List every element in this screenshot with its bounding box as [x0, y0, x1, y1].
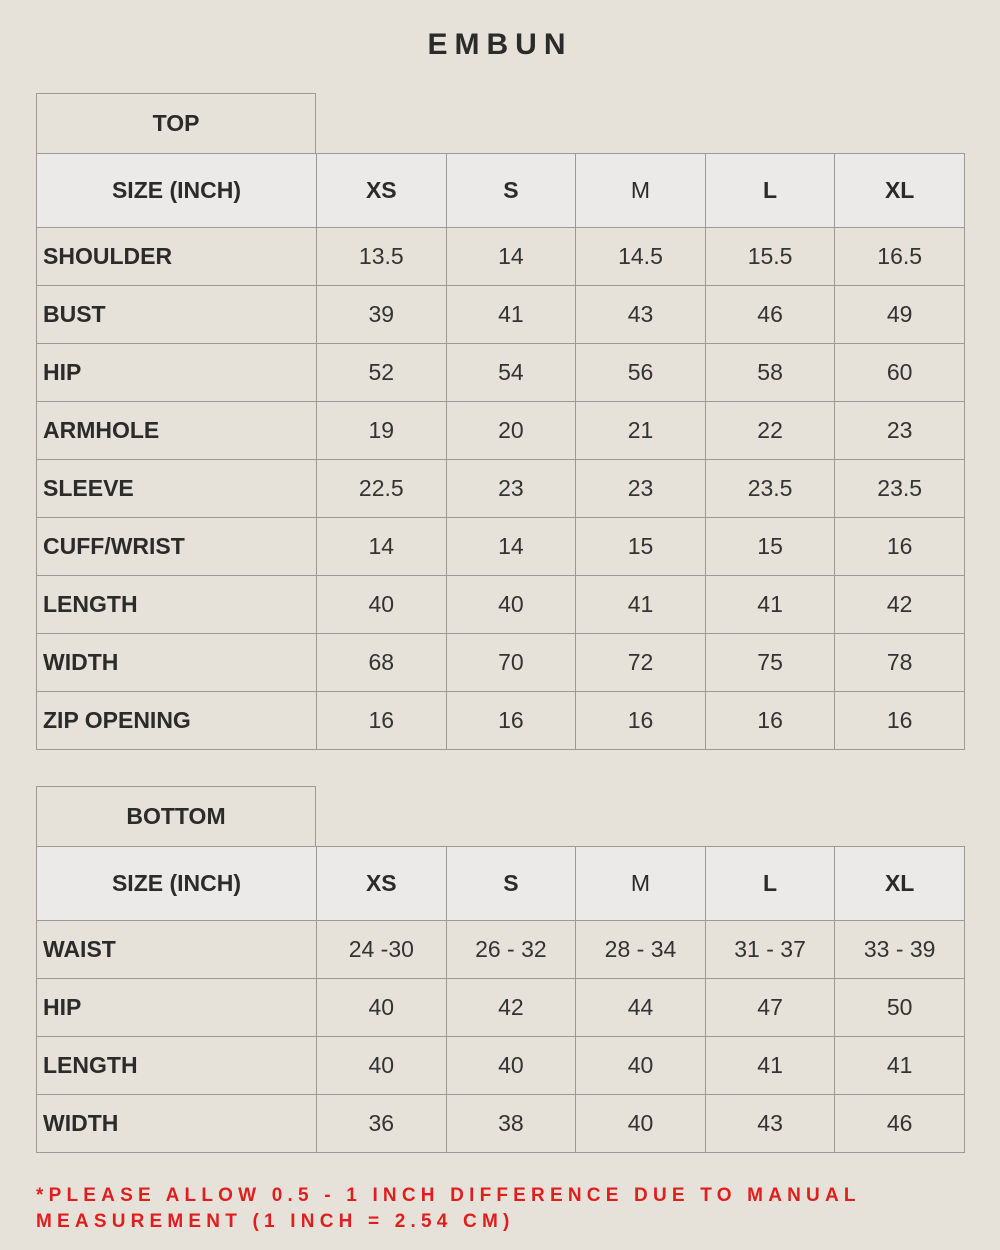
cell-value: 41 [705, 576, 835, 634]
table-header-row [37, 154, 965, 228]
table-header-row [37, 847, 965, 921]
cell-value: 58 [705, 344, 835, 402]
note-line-1: *PLEASE ALLOW 0.5 - 1 INCH DIFFERENCE DUE TO MANUAL [36, 1185, 861, 1206]
row-label: ARMHOLE [37, 402, 317, 460]
cell-value: 40 [317, 1037, 447, 1095]
cell-value: 22 [705, 402, 835, 460]
row-label: HIP [37, 979, 317, 1037]
cell-value: 56 [576, 344, 706, 402]
table-row [37, 402, 965, 460]
cell-value: 16 [705, 692, 835, 750]
cell-value: 16 [317, 692, 447, 750]
size-m-header: M [576, 847, 706, 921]
cell-value: 16.5 [835, 228, 965, 286]
cell-value: 14 [446, 518, 576, 576]
table-row [37, 1095, 965, 1153]
row-label: BUST [37, 286, 317, 344]
cell-value: 15.5 [705, 228, 835, 286]
row-label: SHOULDER [37, 228, 317, 286]
size-s-header: S [446, 154, 576, 228]
cell-value: 40 [317, 576, 447, 634]
cell-value: 26 - 32 [446, 921, 576, 979]
top-size-section [36, 93, 964, 750]
cell-value: 42 [835, 576, 965, 634]
cell-value: 41 [705, 1037, 835, 1095]
cell-value: 21 [576, 402, 706, 460]
cell-value: 28 - 34 [576, 921, 706, 979]
cell-value: 24 -30 [317, 921, 447, 979]
cell-value: 49 [835, 286, 965, 344]
cell-value: 60 [835, 344, 965, 402]
cell-value: 16 [576, 692, 706, 750]
cell-value: 50 [835, 979, 965, 1037]
cell-value: 16 [446, 692, 576, 750]
cell-value: 41 [835, 1037, 965, 1095]
cell-value: 23 [835, 402, 965, 460]
cell-value: 78 [835, 634, 965, 692]
row-label: LENGTH [37, 576, 317, 634]
cell-value: 23.5 [835, 460, 965, 518]
cell-value: 42 [446, 979, 576, 1037]
cell-value: 14.5 [576, 228, 706, 286]
cell-value: 46 [835, 1095, 965, 1153]
cell-value: 52 [317, 344, 447, 402]
size-s-header: S [446, 847, 576, 921]
cell-value: 13.5 [317, 228, 447, 286]
row-label: ZIP OPENING [37, 692, 317, 750]
size-header-label: SIZE (INCH) [37, 154, 317, 228]
row-label: WAIST [37, 921, 317, 979]
table-row [37, 344, 965, 402]
table-row [37, 921, 965, 979]
top-section-label: TOP [36, 93, 316, 153]
row-label: LENGTH [37, 1037, 317, 1095]
cell-value: 40 [576, 1037, 706, 1095]
cell-value: 54 [446, 344, 576, 402]
row-label: SLEEVE [37, 460, 317, 518]
size-header-label: SIZE (INCH) [37, 847, 317, 921]
row-label: HIP [37, 344, 317, 402]
note-line-2: MEASUREMENT (1 INCH = 2.54 CM) [36, 1211, 515, 1232]
cell-value: 70 [446, 634, 576, 692]
bottom-size-section [36, 786, 964, 1153]
size-xl-header: XL [835, 847, 965, 921]
size-m-header: M [576, 154, 706, 228]
cell-value: 14 [446, 228, 576, 286]
bottom-section-label: BOTTOM [36, 786, 316, 846]
size-xs-header: XS [317, 154, 447, 228]
cell-value: 43 [576, 286, 706, 344]
table-row [37, 1037, 965, 1095]
cell-value: 40 [446, 576, 576, 634]
cell-value: 75 [705, 634, 835, 692]
cell-value: 38 [446, 1095, 576, 1153]
brand-title: EMBUN [427, 28, 573, 61]
measurement-note [36, 1183, 966, 1235]
bottom-size-table [36, 846, 965, 1153]
cell-value: 33 - 39 [835, 921, 965, 979]
cell-value: 40 [446, 1037, 576, 1095]
cell-value: 40 [576, 1095, 706, 1153]
size-xs-header: XS [317, 847, 447, 921]
cell-value: 44 [576, 979, 706, 1037]
cell-value: 47 [705, 979, 835, 1037]
cell-value: 39 [317, 286, 447, 344]
size-xl-header: XL [835, 154, 965, 228]
cell-value: 41 [446, 286, 576, 344]
table-row [37, 634, 965, 692]
size-l-header: L [705, 847, 835, 921]
cell-value: 41 [576, 576, 706, 634]
cell-value: 23 [446, 460, 576, 518]
row-label: WIDTH [37, 1095, 317, 1153]
table-row [37, 979, 965, 1037]
table-row [37, 518, 965, 576]
table-row [37, 228, 965, 286]
cell-value: 20 [446, 402, 576, 460]
cell-value: 14 [317, 518, 447, 576]
row-label: WIDTH [37, 634, 317, 692]
cell-value: 23 [576, 460, 706, 518]
size-l-header: L [705, 154, 835, 228]
row-label: CUFF/WRIST [37, 518, 317, 576]
cell-value: 43 [705, 1095, 835, 1153]
table-row [37, 460, 965, 518]
cell-value: 23.5 [705, 460, 835, 518]
cell-value: 72 [576, 634, 706, 692]
cell-value: 46 [705, 286, 835, 344]
cell-value: 31 - 37 [705, 921, 835, 979]
cell-value: 68 [317, 634, 447, 692]
table-row [37, 286, 965, 344]
cell-value: 19 [317, 402, 447, 460]
table-row [37, 576, 965, 634]
table-row [37, 692, 965, 750]
top-size-table [36, 153, 965, 750]
cell-value: 40 [317, 979, 447, 1037]
cell-value: 22.5 [317, 460, 447, 518]
cell-value: 15 [576, 518, 706, 576]
cell-value: 36 [317, 1095, 447, 1153]
cell-value: 16 [835, 692, 965, 750]
cell-value: 15 [705, 518, 835, 576]
cell-value: 16 [835, 518, 965, 576]
